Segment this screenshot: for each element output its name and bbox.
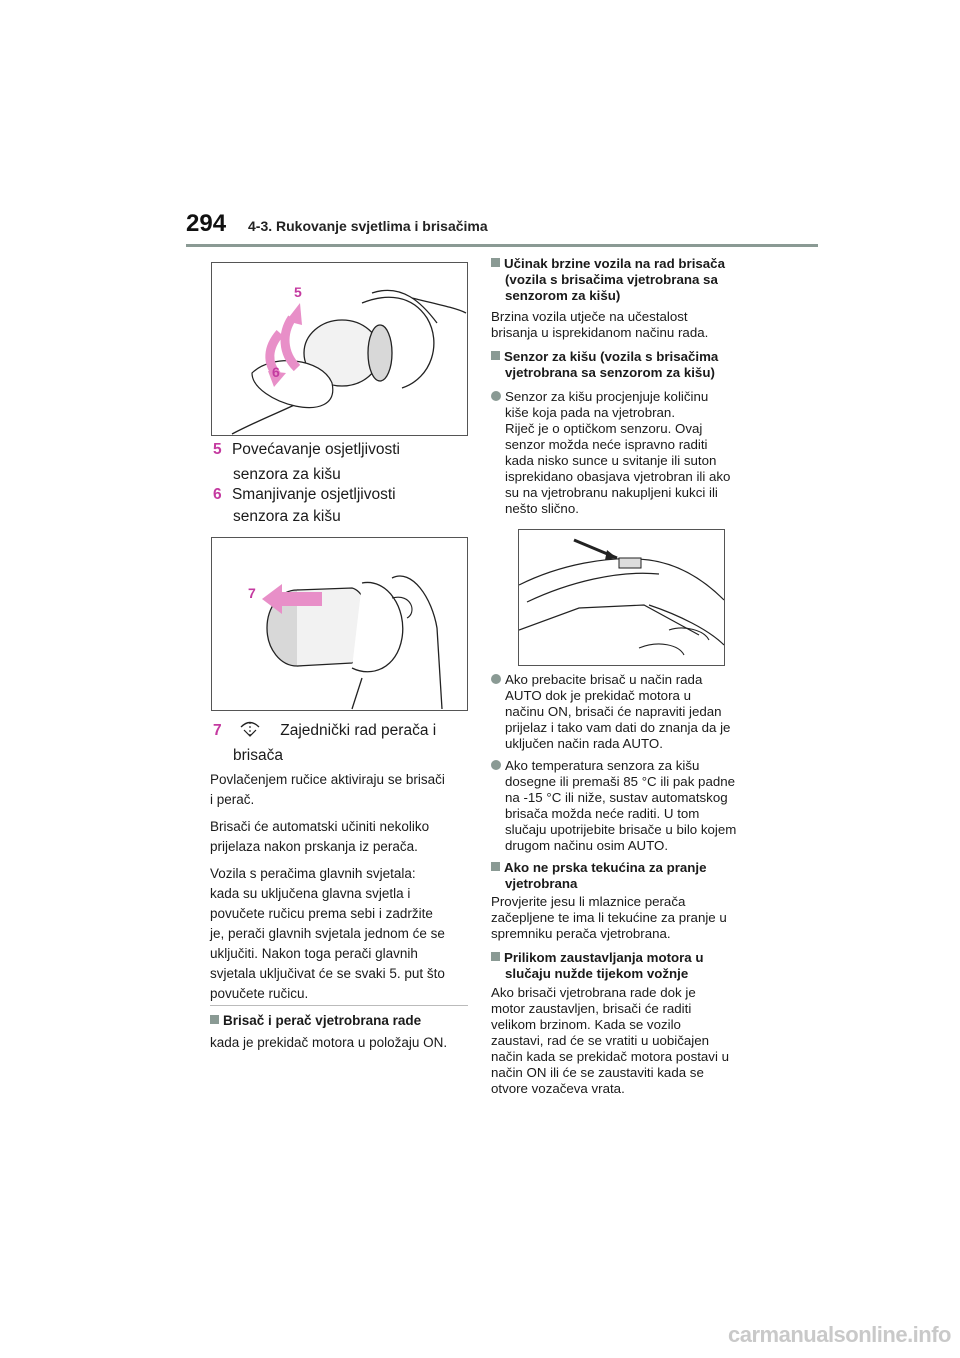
text-line: Brisači će automatski učiniti nekoliko bbox=[210, 819, 430, 834]
left-body bbox=[210, 770, 472, 1004]
right-column-top bbox=[491, 256, 761, 517]
text-line: povučete ručicu prema sebi i zadržite bbox=[210, 906, 433, 921]
text-line: drugom načinu osim AUTO. bbox=[505, 838, 669, 853]
heading-text: slučaju nužde tijekom vožnje bbox=[505, 966, 689, 981]
text-line: Ako brisači vjetrobrana rade dok je bbox=[491, 985, 696, 1000]
text-line: isprekidano obasjava vjetrobran ili ako bbox=[505, 469, 731, 484]
paragraph bbox=[210, 817, 472, 857]
text-line: Ako temperatura senzora za kišu bbox=[505, 758, 700, 773]
text-line: Provjerite jesu li mlaznice perača bbox=[491, 894, 686, 909]
section-heading bbox=[491, 950, 763, 982]
square-bullet-icon bbox=[491, 862, 500, 871]
heading-text: (vozila s brisačima vjetrobrana sa bbox=[505, 272, 718, 287]
square-bullet-icon bbox=[491, 258, 500, 267]
text-line: dosegne ili premaši 85 °C ili pak padne bbox=[505, 774, 736, 789]
circle-bullet-icon bbox=[491, 674, 501, 684]
callout-5: 5 bbox=[294, 284, 302, 300]
text-line: Senzor za kišu procjenjuje količinu bbox=[505, 389, 709, 404]
text-line: povučete ručicu. bbox=[210, 986, 309, 1001]
bullet-item bbox=[491, 672, 763, 752]
section-heading bbox=[491, 349, 761, 381]
square-bullet-icon bbox=[491, 351, 500, 360]
item-text: Smanjivanje osjetljivosti bbox=[231, 486, 396, 503]
heading-text: Ako ne prska tekućina za pranje bbox=[504, 860, 707, 875]
heading-text: Prilikom zaustavljanja motora u bbox=[504, 950, 704, 965]
right-column-bottom bbox=[491, 672, 763, 1097]
section-heading bbox=[210, 1011, 475, 1031]
text-line: nešto slično. bbox=[505, 501, 579, 516]
paragraph bbox=[210, 864, 472, 1004]
hand-lever-illustration bbox=[212, 538, 467, 710]
text-line: kiše koja pada na vjetrobran. bbox=[505, 405, 676, 420]
text-line: Brzina vozila utječe na učestalost bbox=[491, 309, 688, 324]
heading-text: vjetrobrana bbox=[505, 876, 578, 891]
figure-sensitivity-dial bbox=[211, 262, 468, 436]
text-line: prijelaza nakon prskanja iz perača. bbox=[210, 839, 418, 854]
heading-text: senzorom za kišu) bbox=[505, 288, 621, 303]
text-line: otvore vozačeva vrata. bbox=[491, 1081, 625, 1096]
item-6 bbox=[213, 484, 463, 528]
section-heading bbox=[491, 256, 761, 304]
section-text bbox=[491, 309, 761, 341]
text-line: Vozila s peračima glavnih svjetala: bbox=[210, 866, 416, 881]
heading-text: vjetrobrana sa senzorom za kišu) bbox=[505, 365, 715, 380]
text-line: načinu ON, brisači će napraviti jedan bbox=[505, 704, 722, 719]
chapter-title: 4-3. Rukovanje svjetlima i brisačima bbox=[248, 218, 488, 234]
windshield-illustration bbox=[519, 530, 724, 665]
figure-washer-pull bbox=[211, 537, 468, 711]
text-line: Ako prebacite brisač u način rada bbox=[505, 672, 703, 687]
text-line: prijelaz i tako vam dati do znanja da je bbox=[505, 720, 731, 735]
text-line: brisanja u isprekidanom načinu rada. bbox=[491, 325, 709, 340]
text-line: motor zaustavljen, brisači će raditi bbox=[491, 1001, 692, 1016]
text-line: na -15 °C ili niže, sustav automatskog bbox=[505, 790, 728, 805]
text-line: uključen način rada AUTO. bbox=[505, 736, 663, 751]
text-line: senzor možda neće ispravno raditi bbox=[505, 437, 708, 452]
text-line: AUTO dok je prekidač motora u bbox=[505, 688, 691, 703]
text-line: uključiti. Nakon toga perači glavnih bbox=[210, 946, 418, 961]
text-line: slučaju upotrijebite brisače u bilo kojem bbox=[505, 822, 737, 837]
section-text bbox=[491, 985, 763, 1097]
figure-rain-sensor bbox=[518, 529, 725, 666]
section-divider bbox=[210, 1005, 468, 1006]
bullet-item bbox=[491, 389, 761, 517]
hand-dial-illustration bbox=[212, 263, 467, 435]
section-text bbox=[491, 894, 763, 942]
text-line: velikom brzinom. Kada se vozilo bbox=[491, 1017, 681, 1032]
text-line: su na vjetrobranu nakupljeni kukci ili bbox=[505, 485, 718, 500]
text-line: zaustavi, rad će se vratiti u uobičajen bbox=[491, 1033, 710, 1048]
square-bullet-icon bbox=[491, 952, 500, 961]
watermark: carmanualsonline.info bbox=[728, 1322, 951, 1347]
bullet-item bbox=[491, 758, 763, 854]
section-text: kada je prekidač motora u položaju ON. bbox=[210, 1035, 448, 1050]
item-5 bbox=[213, 439, 463, 486]
text-line: Riječ je o optičkom senzoru. Ovaj bbox=[505, 421, 703, 436]
heading-text: Brisač i perač vjetrobrana rade bbox=[223, 1013, 422, 1028]
section-heading bbox=[491, 860, 763, 892]
text-line: kada nisko sunce u svitanje ili suton bbox=[505, 453, 717, 468]
callout-7: 7 bbox=[248, 585, 256, 601]
heading-text: Učinak brzine vozila na rad brisača bbox=[504, 256, 725, 271]
header-rule bbox=[186, 244, 818, 247]
text-line: je, perači glavnih svjetala jednom će se bbox=[210, 926, 445, 941]
page-number: 294 bbox=[186, 210, 227, 237]
heading-text: Senzor za kišu (vozila s brisačima bbox=[504, 349, 719, 364]
text-line: spremniku perača vjetrobrana. bbox=[491, 926, 671, 941]
text-line: način ON ili će se zaustaviti kada se bbox=[491, 1065, 704, 1080]
text-line: kada su uključena glavna svjetla i bbox=[210, 886, 411, 901]
callout-6: 6 bbox=[272, 364, 280, 380]
circle-bullet-icon bbox=[491, 391, 501, 401]
item-number: 5 bbox=[213, 441, 222, 458]
text-line: Povlačenjem ručice aktiviraju se brisači bbox=[210, 772, 445, 787]
text-line: začepljene te ima li tekućine za pranje u bbox=[491, 910, 727, 925]
item-text: senzora za kišu bbox=[233, 508, 341, 525]
item-text: Povećavanje osjetljivosti bbox=[231, 441, 400, 458]
circle-bullet-icon bbox=[491, 760, 501, 770]
text-line: svjetala uključivat će se svaki 5. put što bbox=[210, 966, 445, 981]
item-text: senzora za kišu bbox=[233, 466, 341, 483]
item-number: 7 bbox=[213, 722, 222, 739]
text-line: brisača možda neće raditi. U tom bbox=[505, 806, 700, 821]
text-line: način kada se prekidač motora postavi u bbox=[491, 1049, 729, 1064]
item-text: Zajednički rad perača i bbox=[280, 722, 437, 739]
square-bullet-icon bbox=[210, 1015, 219, 1024]
item-text: brisača bbox=[233, 747, 283, 764]
left-section bbox=[210, 1011, 475, 1053]
paragraph bbox=[210, 770, 472, 810]
washer-wiper-icon bbox=[238, 718, 262, 738]
item-7 bbox=[213, 718, 463, 767]
text-line: i perač. bbox=[210, 792, 255, 807]
item-number: 6 bbox=[213, 486, 222, 503]
